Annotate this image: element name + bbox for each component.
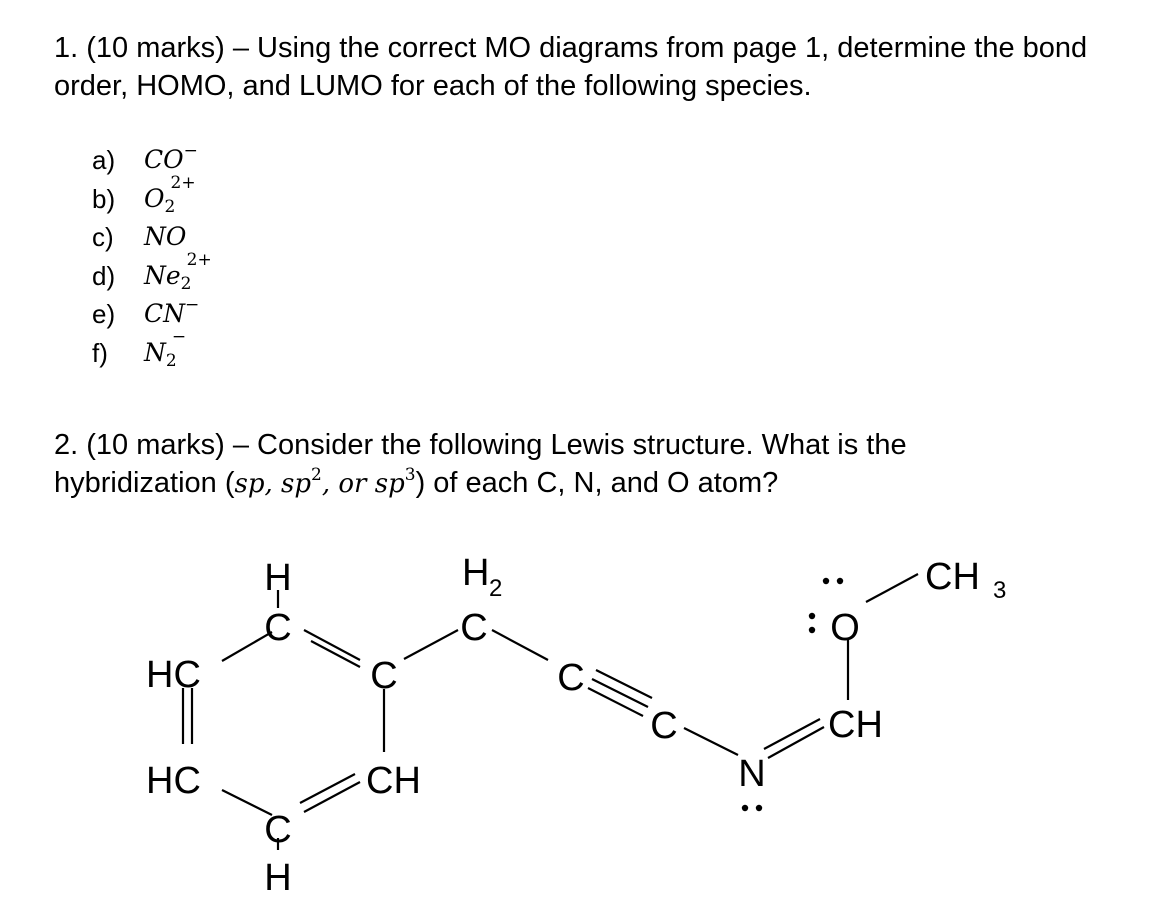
item-label: a) [92, 145, 116, 175]
atom-ch-imine: CH [828, 704, 883, 746]
atoms [146, 552, 1006, 899]
atom-n: N [738, 753, 766, 795]
bonds [183, 574, 918, 850]
hybrid-or-sp3: , or sp [321, 469, 405, 499]
formula-subscript: 2 [164, 196, 176, 217]
formula-base: NO [144, 222, 187, 251]
atom-h-top: H [264, 557, 292, 599]
atom-hc-left-bottom: HC [146, 760, 201, 802]
lone-pair-dot [823, 578, 829, 584]
atom-hc-left-top: HC [146, 654, 201, 696]
atom-c-alkyne-1: C [557, 657, 585, 699]
formula-base: N [144, 337, 166, 367]
atom-c-alkyne-2: C [650, 705, 678, 747]
atom-c-bottom: C [264, 809, 292, 851]
item-label: f) [92, 337, 108, 368]
bond-c-c-double-a [304, 630, 360, 660]
formula-charge: − [185, 295, 200, 315]
formula-charge: − [183, 141, 198, 161]
formula-base: Ne [144, 260, 181, 290]
hybrid-exp-3: 3 [404, 465, 416, 485]
bond-triple-a [588, 688, 643, 716]
formula-base: O [144, 183, 165, 213]
formula-base: CO [144, 145, 184, 174]
lone-pair-dot [809, 613, 815, 619]
formula-charge: − [171, 326, 187, 347]
lone-pair-dot [742, 805, 748, 811]
item-label: c) [92, 222, 114, 252]
lone-pair-dot [809, 627, 815, 633]
q2-text-part: ) of each C, N, and O atom? [415, 467, 779, 499]
item-label: d) [92, 260, 116, 291]
bond-c-n [684, 728, 738, 755]
question-1-text: 1. (10 marks) – Using the correct MO diagrams from page 1, determine the bond order, HOMO, and LUMO for each of the following species. [54, 32, 1088, 102]
atom-ch-right: CH [366, 760, 421, 802]
atom-ch3-subscript: 3 [993, 577, 1007, 604]
question-2-line-1: 2. (10 marks) – Consider the following Lewis structure. What is the [54, 429, 907, 461]
formula-base: CN [144, 299, 186, 328]
bond-c-c-double-b [311, 641, 360, 667]
formula-subscript: 2 [165, 350, 177, 371]
lone-pair-dot [837, 578, 843, 584]
atom-h2-subscript: 2 [489, 575, 503, 602]
atom-c-top: C [264, 607, 292, 649]
bond-ch2-c [492, 630, 548, 660]
hybrid-sp-sp2: sp, sp [234, 469, 312, 499]
atom-o: O [830, 607, 860, 649]
formula-charge: 2+ [170, 172, 196, 193]
item-label: e) [92, 299, 116, 329]
formula-subscript: 2 [180, 273, 192, 294]
item-label: b) [92, 183, 116, 214]
atom-c-ipso: C [370, 655, 398, 697]
atom-h-bottom: H [264, 857, 292, 899]
bond-o-ch3 [866, 574, 918, 602]
atom-ch3: CH [925, 556, 980, 598]
lone-pair-dot [756, 805, 762, 811]
formula-charge: 2+ [186, 249, 212, 270]
q2-text-part: hybridization ( [54, 467, 235, 499]
bond-c-ch2 [404, 630, 458, 659]
hybrid-exp-2: 2 [311, 465, 322, 485]
atom-c-ch2: C [460, 607, 488, 649]
atom-h2: H [462, 552, 490, 594]
